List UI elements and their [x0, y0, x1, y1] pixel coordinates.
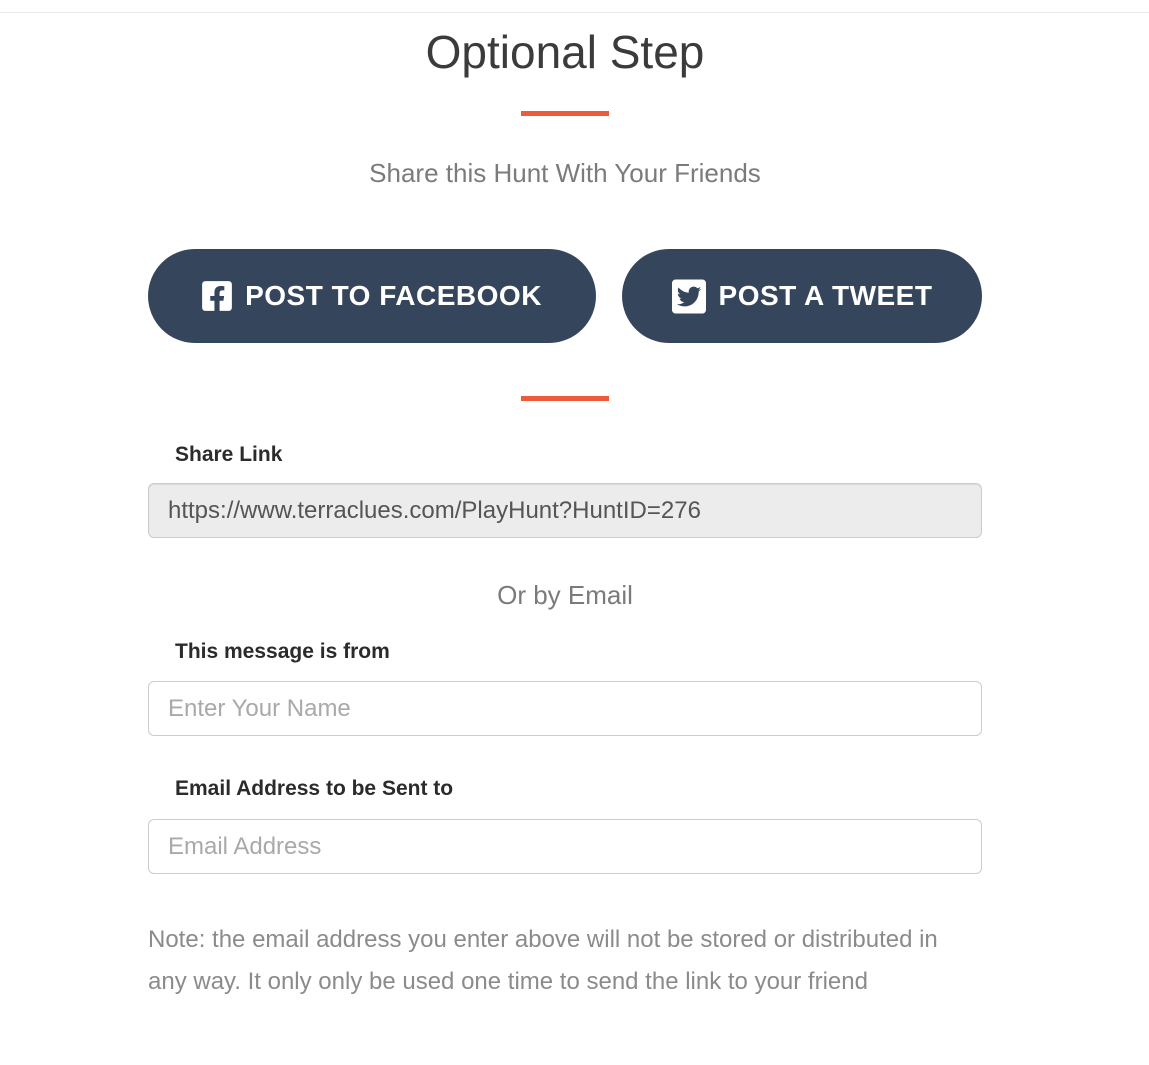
post-a-tweet-button[interactable] — [622, 249, 982, 343]
share-panel — [148, 0, 982, 1003]
post-to-facebook-button[interactable] — [148, 249, 596, 343]
post-to-facebook-label: POST TO FACEBOOK — [245, 280, 542, 311]
accent-divider-top — [521, 111, 609, 116]
sender-name-input[interactable] — [148, 681, 982, 736]
twitter-icon — [672, 277, 706, 316]
accent-divider-middle — [521, 396, 609, 401]
privacy-note-text: Note: the email address you enter above will not be stored or distributed in any way. It only only be used one time to send the link to your friend — [148, 926, 938, 995]
share-link-input[interactable] — [148, 483, 982, 538]
recipient-email-input[interactable] — [148, 819, 982, 874]
share-subtitle: Share this Hunt With Your Friends — [369, 158, 761, 188]
post-a-tweet-label: POST A TWEET — [718, 280, 933, 311]
email-address-label: Email Address to be Sent to — [175, 777, 454, 800]
top-divider — [0, 12, 1149, 13]
message-from-label: This message is from — [175, 640, 390, 663]
or-by-email-heading: Or by Email — [497, 580, 633, 610]
page-title: Optional Step — [425, 26, 705, 78]
facebook-icon — [202, 279, 232, 313]
share-link-label: Share Link — [175, 443, 283, 466]
social-buttons-row — [148, 249, 982, 343]
